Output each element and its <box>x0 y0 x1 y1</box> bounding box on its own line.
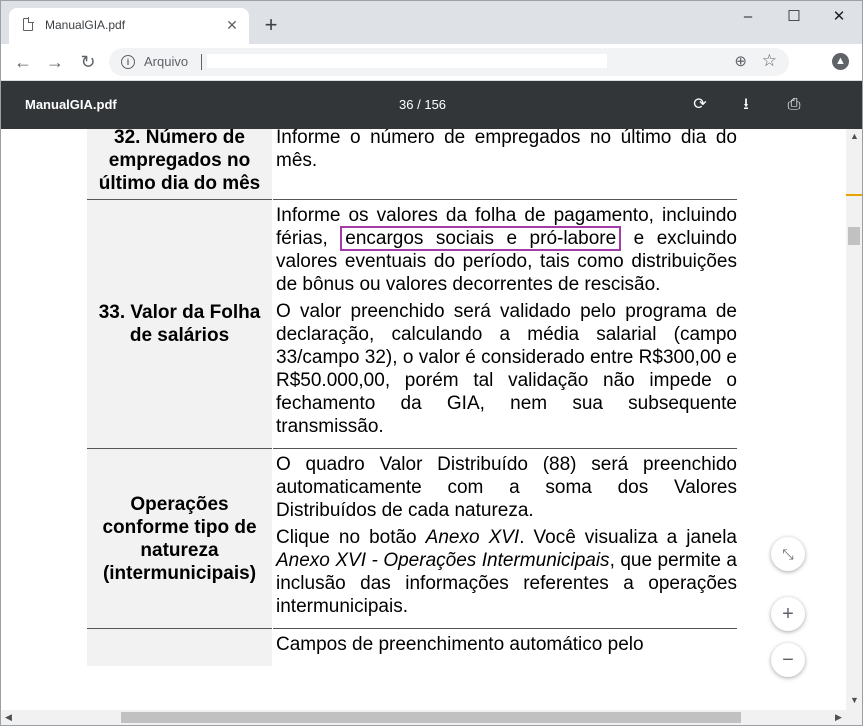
document-icon <box>23 18 33 31</box>
field-description <box>273 629 738 667</box>
print-icon[interactable]: ⎙ <box>787 96 801 113</box>
text-span: e excluindo valores eventuais do período, tais como distribuições de bônus ou valores decorrentes de rescisão. <box>276 228 737 295</box>
field-label <box>87 629 273 667</box>
vertical-scroll-thumb[interactable] <box>848 227 860 245</box>
scroll-up-icon[interactable]: ▲ <box>850 131 859 141</box>
download-icon[interactable]: ⭳ <box>743 96 749 113</box>
text-span: , que permite a inclusão das informações referentes a operações intermunicipais. <box>276 550 737 617</box>
field-label: 32. Número de empregados no último dia do mês <box>87 129 273 200</box>
total-pages: 156 <box>424 97 447 112</box>
zoom-in-button[interactable]: + <box>771 597 805 631</box>
new-tab-button[interactable]: + <box>264 12 278 37</box>
tab-close-icon[interactable]: ✕ <box>226 17 238 33</box>
scroll-left-icon[interactable]: ◀ <box>5 712 12 722</box>
field-description <box>273 449 738 629</box>
search-marker <box>846 194 862 196</box>
pdf-file-name: ManualGIA.pdf <box>25 97 117 112</box>
text-span: . Você visualiza a janela <box>519 527 737 548</box>
field-label: 33. Valor da Folha de salários <box>87 200 273 449</box>
field-table <box>87 129 737 666</box>
tab-strip <box>1 1 862 44</box>
tab-manualgia[interactable] <box>9 8 249 44</box>
reload-icon[interactable]: ↻ <box>80 52 96 72</box>
minimize-button[interactable]: – <box>743 8 753 25</box>
horizontal-scroll-thumb[interactable] <box>121 712 741 723</box>
paragraph: O valor preenchido será validado pelo programa de declaração, calculando a média salarial (campo 33/campo 32), o valor é considerado entre R$300,00 e R$50.000,00, porém tal validação não impede o fechamento da GIA, nem sua subsequente transmissão. <box>276 301 737 437</box>
table-row <box>87 200 737 449</box>
close-window-button[interactable]: ✕ <box>832 8 846 25</box>
browser-toolbar <box>1 44 862 81</box>
current-page[interactable]: 36 <box>399 97 414 112</box>
bookmark-star-icon[interactable]: ☆ <box>761 51 777 70</box>
pdf-toolbar <box>1 81 862 129</box>
maximize-button[interactable]: ☐ <box>787 8 801 25</box>
paragraph <box>276 204 737 296</box>
highlighted-text: encargos sociais e pró-labore <box>340 226 621 251</box>
zoom-out-button[interactable]: − <box>771 643 805 677</box>
horizontal-scrollbar[interactable] <box>1 710 862 725</box>
field-label: Operações conforme tipo de natureza (intermunicipais) <box>87 449 273 629</box>
table-row <box>87 449 737 629</box>
pdf-page <box>87 129 737 666</box>
info-icon[interactable]: i <box>121 55 135 69</box>
extension-icon[interactable]: ▲ <box>832 53 849 70</box>
rotate-icon[interactable]: ⟳ <box>693 96 707 113</box>
address-url-field[interactable] <box>207 54 607 68</box>
page-separator: / <box>417 97 421 112</box>
paragraph: Campos de preenchimento automático pelo <box>276 634 644 655</box>
address-scheme: Arquivo <box>144 54 189 69</box>
italic-text: Anexo XVI <box>425 527 520 548</box>
table-row <box>87 129 737 200</box>
vertical-scrollbar[interactable] <box>846 129 862 710</box>
field-description <box>273 200 738 449</box>
paragraph: O quadro Valor Distribuído (88) será preenchido automaticamente com a soma dos Valores Distribuídos de cada natureza. <box>276 454 737 521</box>
address-separator <box>201 54 202 70</box>
italic-text: Anexo XVI - Operações Intermunicipais <box>276 550 610 571</box>
back-arrow-icon[interactable]: ← <box>14 52 32 72</box>
field-description <box>273 129 738 200</box>
paragraph <box>276 526 737 618</box>
address-bar[interactable] <box>109 48 789 76</box>
text-span: Informe os valores da folha de pagamento, incluindo férias, <box>276 205 737 249</box>
scroll-down-icon[interactable]: ▼ <box>850 695 859 705</box>
paragraph: Informe o número de empregados no último dia do mês. <box>276 129 737 171</box>
page-indicator <box>399 97 446 112</box>
table-row <box>87 629 737 667</box>
pdf-page-view <box>1 129 846 710</box>
scroll-right-icon[interactable]: ▶ <box>835 712 842 722</box>
zoom-icon[interactable]: ⊕ <box>734 53 747 70</box>
fit-page-button[interactable]: ⤡ <box>771 537 805 571</box>
tab-title: ManualGIA.pdf <box>45 18 126 32</box>
forward-arrow-icon[interactable]: → <box>46 52 64 72</box>
text-span: Clique no botão <box>276 527 426 548</box>
